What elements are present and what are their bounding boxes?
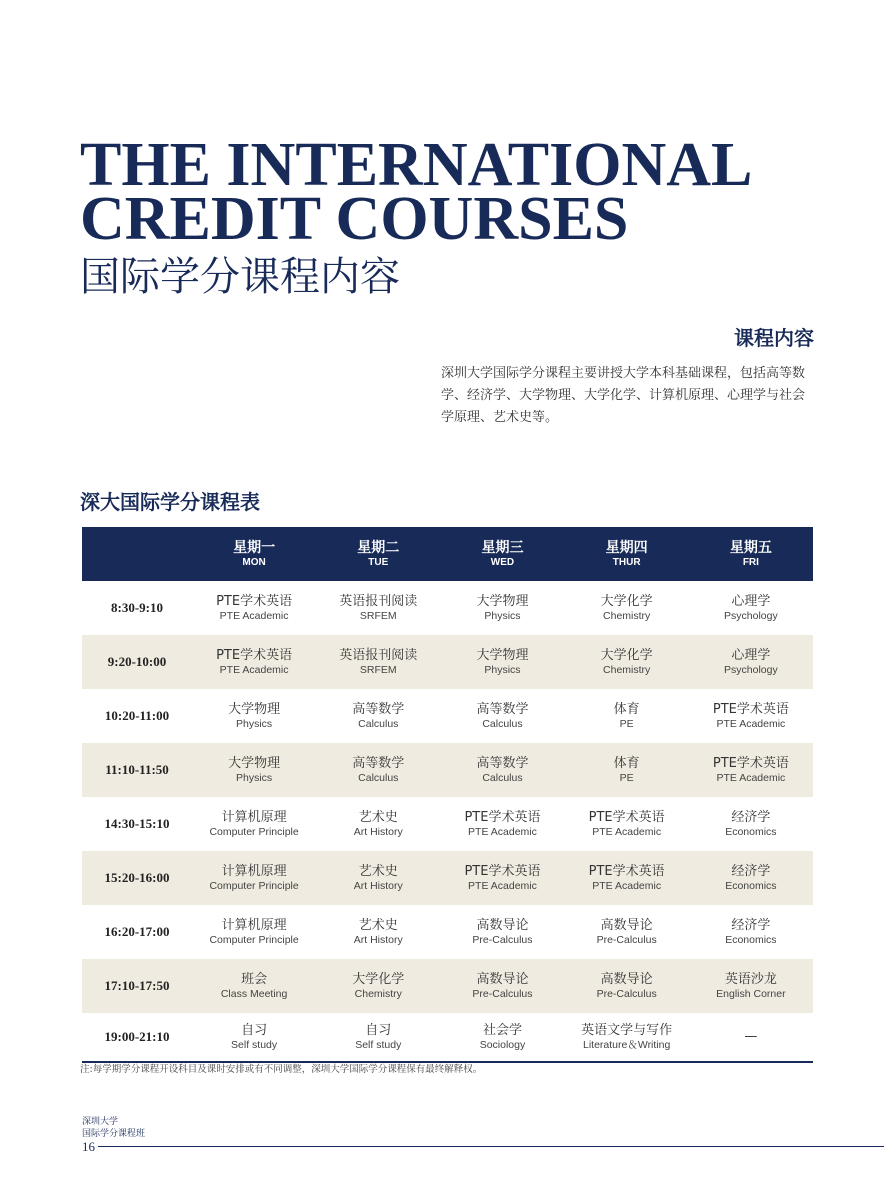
course-name-cn: 高数导论 [600,971,653,987]
course-name-cn: 大学物理 [476,593,529,609]
day-label-cn: 星期四 [605,539,648,556]
course-name-en: Psychology [724,663,778,676]
course-name-cn: 高数导论 [476,971,529,987]
section-heading: 课程内容 [734,326,814,350]
course-cell [565,581,689,635]
course-name-cn: 计算机原理 [221,809,287,825]
course-name-en: Pre-Calculus [596,933,657,946]
course-cell [565,635,689,689]
course-name-en: Chemistry [603,663,651,676]
course-name-cn: PTE学术英语 [588,809,665,825]
page-number: 16 [82,1139,95,1154]
course-name-en: Physics [236,717,273,730]
course-name-en: Computer Principle [209,933,299,946]
course-cell [192,689,316,743]
course-cell [565,959,689,1013]
course-name-en: PTE Academic [592,879,662,892]
course-name-cn: 心理学 [731,647,771,663]
course-name-en: Calculus [358,717,399,730]
course-cell [192,905,316,959]
course-name-en: PE [619,771,634,784]
course-name-en: Chemistry [354,987,402,1000]
course-name-cn: 高数导论 [476,917,529,933]
course-name-cn: PTE学术英语 [464,809,541,825]
course-name-cn: PTE学术英语 [216,647,293,663]
course-name-en: Art History [353,933,403,946]
day-label-cn: 星期二 [357,539,400,556]
course-name-en: Art History [353,825,403,838]
footer-org-line-2: 国际学分课程班 [82,1129,146,1139]
course-cell [192,581,316,635]
course-cell [316,959,440,1013]
course-name-cn: 计算机原理 [221,863,287,879]
course-cell [440,905,564,959]
course-cell [316,797,440,851]
header-row [82,527,813,581]
table-row [82,905,813,959]
header-day-cell [316,527,440,581]
course-name-cn: PTE学术英语 [464,863,541,879]
course-name-cn: PTE学术英语 [712,701,789,717]
time-slot: 19:00-21:10 [104,1029,170,1044]
header-day-cell [689,527,813,581]
course-name-en: PTE Academic [219,663,289,676]
time-slot: 14:30-15:10 [104,816,170,831]
course-name-cn: 经济学 [731,917,771,933]
course-name-cn: 大学物理 [476,647,529,663]
course-name-en: SRFEM [359,609,397,622]
course-cell [565,851,689,905]
course-name-cn: 艺术史 [358,863,398,879]
course-cell [689,905,813,959]
course-cell [565,1013,689,1062]
course-cell [192,851,316,905]
course-cell [440,851,564,905]
course-name-cn: PTE学术英语 [712,755,789,771]
course-name-cn: PTE学术英语 [216,593,293,609]
course-name-en: Economics [725,825,777,838]
header-time-cell [82,527,192,581]
course-cell [192,959,316,1013]
course-name-en: Computer Principle [209,879,299,892]
course-name-en: PTE Academic [468,825,537,838]
course-name-en: Calculus [482,717,523,730]
table-row [82,959,813,1013]
course-cell [316,635,440,689]
course-name-cn: 经济学 [731,809,771,825]
footnote: 注:每学期学分课程开设科目及课时安排或有不同调整，深圳大学国际学分课程保有最终解释权。 [80,1064,483,1075]
course-name-en: PTE Academic [716,771,786,784]
course-name-cn: 经济学 [731,863,771,879]
time-slot: 16:20-17:00 [104,924,170,939]
schedule-body [82,581,813,1062]
time-slot: 15:20-16:00 [104,870,170,885]
course-cell [689,581,813,635]
course-cell [192,635,316,689]
table-row [82,851,813,905]
course-name-cn: 高等数学 [476,701,529,717]
course-cell [440,635,564,689]
course-name-en: Physics [484,609,521,622]
table-row [82,797,813,851]
course-cell [689,797,813,851]
title-line-1: THE INTERNATIONAL [80,131,753,199]
table-row [82,1013,813,1062]
course-name-cn: 心理学 [731,593,771,609]
course-cell [192,1013,316,1062]
course-name-cn: 社会学 [482,1022,522,1038]
course-name-cn: PTE学术英语 [588,863,665,879]
course-name-cn: 高等数学 [352,755,405,771]
schedule-header [82,527,813,581]
course-name-en: English Corner [716,987,786,1000]
course-name-cn: 体育 [613,755,640,771]
time-slot: 9:20-10:00 [107,654,167,669]
course-name-cn: 英语沙龙 [724,971,777,987]
course-cell [565,905,689,959]
course-name-cn: 英语报刊阅读 [339,647,418,663]
header-day-cell [440,527,564,581]
course-name-en: Economics [725,933,777,946]
day-label-en: FRI [742,556,759,568]
course-name-cn: 自习 [241,1022,268,1038]
course-name-cn: 体育 [613,701,640,717]
course-cell [565,797,689,851]
course-name-cn: 大学化学 [600,593,653,609]
course-cell [440,743,564,797]
course-name-en: Art History [353,879,403,892]
course-name-en: PTE Academic [716,717,786,730]
course-name-cn: 高等数学 [352,701,405,717]
course-cell [689,635,813,689]
table-row [82,635,813,689]
day-label-cn: 星期五 [729,539,772,556]
course-name-en: Self study [231,1038,278,1051]
course-name-cn: 艺术史 [358,809,398,825]
table-row [82,743,813,797]
course-name-en: Psychology [724,609,778,622]
day-label-cn: 星期三 [481,539,524,556]
course-cell [565,689,689,743]
course-name-en: Pre-Calculus [472,933,533,946]
course-cell [689,689,813,743]
course-name-en: Chemistry [603,609,651,622]
intro-paragraph: 深圳大学国际学分课程主要讲授大学本科基础课程，包括高等数学、经济学、大学物理、大学化学、计算机原理、心理学与社会学原理、艺术史等。 [441,366,806,425]
schedule-title: 深大国际学分课程表 [80,490,260,514]
course-cell [440,1013,564,1062]
day-label-en: THUR [612,556,641,568]
course-name-cn: 大学化学 [352,971,405,987]
day-label-en: WED [490,556,515,568]
time-slot: 8:30-9:10 [111,600,163,615]
schedule-table [82,527,813,1063]
course-name-en: PE [619,717,634,730]
course-name-cn: 计算机原理 [221,917,287,933]
course-name-cn: — [744,1029,758,1044]
course-cell [440,581,564,635]
course-name-en: Literature＆Writing [582,1038,671,1051]
course-name-cn: 自习 [365,1022,392,1038]
page-title-english [80,131,860,253]
course-cell [689,1013,813,1062]
course-name-en: SRFEM [359,663,397,676]
course-cell [565,743,689,797]
course-name-en: Economics [725,879,777,892]
course-cell [440,959,564,1013]
course-cell [689,743,813,797]
course-name-cn: 班会 [241,971,268,987]
time-slot: 17:10-17:50 [104,978,170,993]
course-name-en: PTE Academic [219,609,289,622]
course-name-en: Calculus [482,771,523,784]
time-slot: 11:10-11:50 [105,762,169,777]
course-name-en: Pre-Calculus [472,987,533,1000]
course-name-cn: 大学物理 [228,755,281,771]
table-row [82,581,813,635]
course-name-cn: 大学物理 [228,701,281,717]
course-name-cn: 英语文学与写作 [581,1022,673,1038]
course-name-en: PTE Academic [592,825,662,838]
course-cell [440,797,564,851]
course-name-cn: 高数导论 [600,917,653,933]
course-name-en: Class Meeting [220,987,288,1000]
footer-org-line-1: 深圳大学 [82,1117,119,1127]
course-name-en: Physics [484,663,521,676]
course-name-en: Sociology [479,1038,526,1051]
course-cell [316,905,440,959]
course-name-en: PTE Academic [468,879,537,892]
course-cell [316,851,440,905]
page-title-chinese: 国际学分课程内容 [80,254,400,300]
course-cell [689,959,813,1013]
course-name-en: Pre-Calculus [596,987,657,1000]
day-label-en: TUE [368,556,389,568]
header-day-cell [192,527,316,581]
course-name-cn: 艺术史 [358,917,398,933]
table-row [82,689,813,743]
course-name-en: Computer Principle [209,825,299,838]
header-day-cell [565,527,689,581]
title-line-2: CREDIT COURSES [80,185,629,253]
course-name-cn: 英语报刊阅读 [339,593,418,609]
course-cell [316,1013,440,1062]
course-cell [440,689,564,743]
course-name-cn: 大学化学 [600,647,653,663]
course-cell [192,797,316,851]
course-name-en: Calculus [358,771,399,784]
footer-org [82,1116,145,1140]
course-cell [316,743,440,797]
day-label-cn: 星期一 [233,539,276,556]
course-name-cn: 高等数学 [476,755,529,771]
course-cell [316,581,440,635]
course-name-en: Physics [236,771,273,784]
day-label-en: MON [242,556,266,568]
course-cell [192,743,316,797]
footer-divider [98,1146,884,1147]
course-name-en: Self study [355,1038,402,1051]
time-slot: 10:20-11:00 [104,708,170,723]
course-cell [316,689,440,743]
course-cell [689,851,813,905]
